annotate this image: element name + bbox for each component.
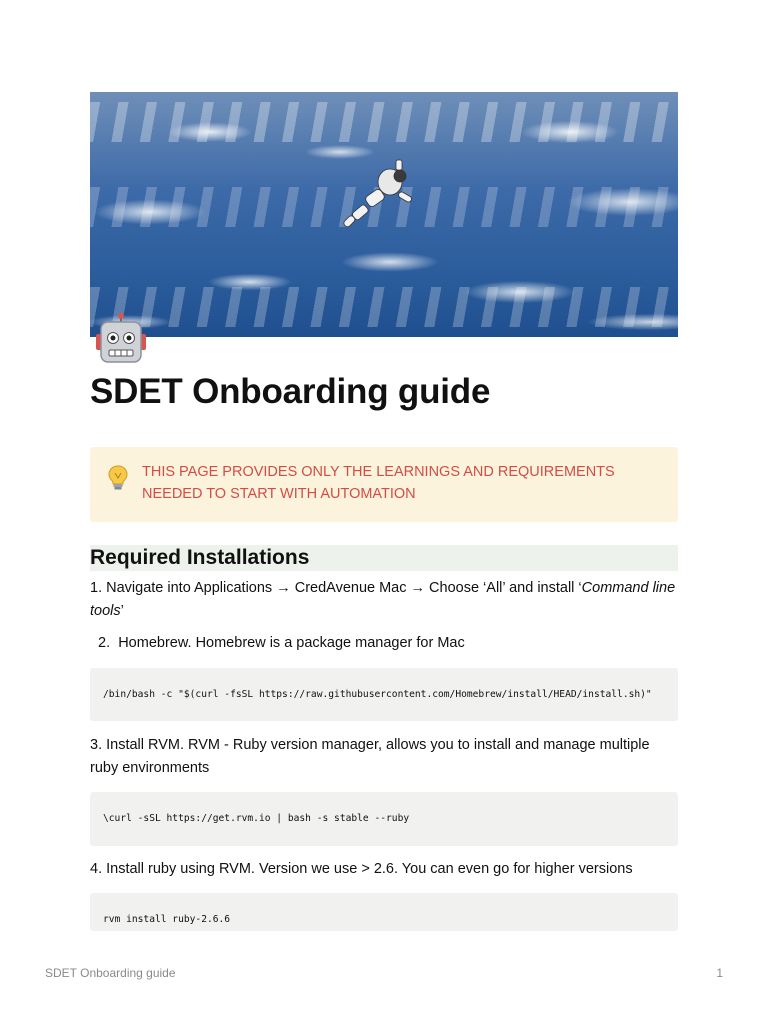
light-bulb-icon: [106, 464, 130, 492]
page-content: [90, 92, 678, 337]
step-1-suffix: ’: [120, 603, 124, 619]
callout-text-line: THIS PAGE PROVIDES ONLY THE LEARNINGS AND REQUIREMENTS: [142, 464, 615, 480]
page-title: SDET Onboarding guide: [90, 372, 491, 411]
step-3-text-line: 3. Install RVM. RVM - Ruby version manager, allows you to install and manage multiple: [90, 737, 650, 753]
footer-title: SDET Onboarding guide: [45, 966, 176, 980]
page-number: 1: [716, 966, 723, 980]
step-1-text: [90, 577, 678, 623]
code-block[interactable]: \curl -sSL https://get.rvm.io | bash -s stable --ruby: [90, 792, 678, 846]
cover-image: [90, 92, 678, 337]
callout-box: [90, 447, 678, 522]
robot-icon: [94, 312, 148, 366]
step-1-prefix: 1. Navigate into Applications → CredAvenue Mac → Choose ‘All’ and install ‘: [90, 580, 582, 596]
code-block[interactable]: rvm install ruby-2.6.6: [90, 893, 678, 931]
step-2-text: 2. Homebrew. Homebrew is a package manager for Mac: [90, 635, 465, 651]
step-1-emphasis: Command line tools: [90, 580, 676, 619]
cloud-texture: [90, 102, 678, 142]
step-3-text-line: ruby environments: [90, 760, 210, 776]
step-3-text: [90, 734, 678, 780]
section-heading: Required Installations: [90, 545, 678, 571]
callout-text: [142, 461, 662, 505]
step-4-text: 4. Install ruby using RVM. Version we use > 2.6. You can even go for higher versions: [90, 861, 633, 877]
astronaut-figure: [338, 150, 428, 240]
callout-text-line: NEEDED TO START WITH AUTOMATION: [142, 486, 416, 502]
cloud-texture: [90, 287, 678, 327]
code-block[interactable]: /bin/bash -c "$(curl -fsSL https://raw.githubusercontent.com/Homebrew/install/HEAD/install.sh)": [90, 668, 678, 721]
